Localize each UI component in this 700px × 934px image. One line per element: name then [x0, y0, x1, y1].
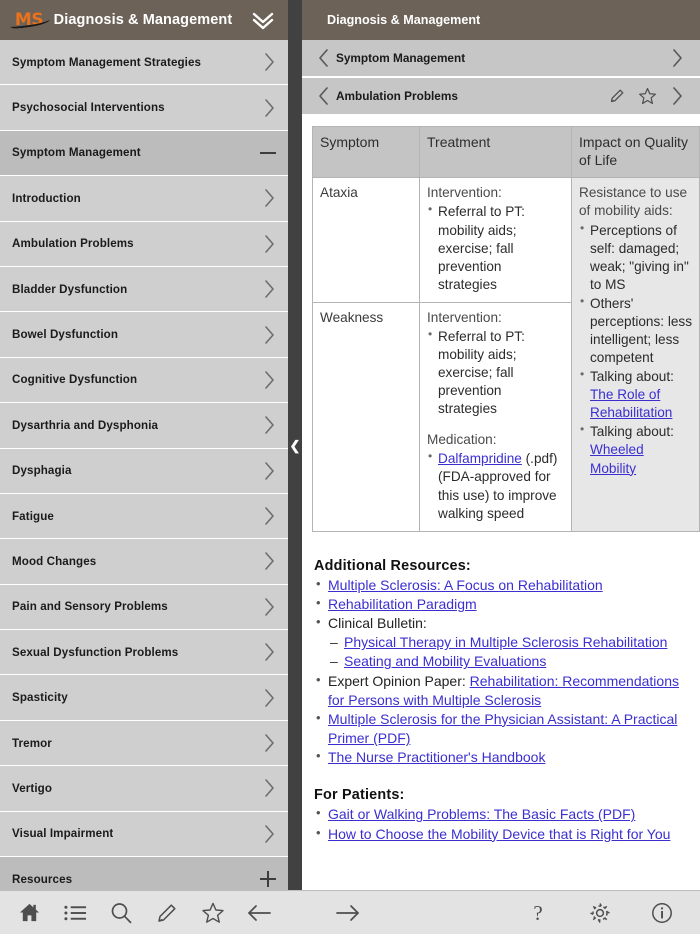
- breadcrumb-ambulation-problems[interactable]: [302, 78, 700, 116]
- sidebar-title: Diagnosis & Management: [53, 12, 233, 28]
- sidebar-item-label: Vertigo: [12, 781, 52, 795]
- cell-treatment: [420, 302, 572, 531]
- list-item: [314, 748, 692, 767]
- resource-link[interactable]: Seating and Mobility Evaluations: [344, 653, 547, 670]
- resource-link[interactable]: Physical Therapy in Multiple Sclerosis Rehabilitation: [344, 634, 668, 651]
- list-item: • Perceptions of self: damaged; weak; "giving in" to MS: [579, 222, 692, 294]
- ms-logo-text: MS: [14, 9, 44, 30]
- sidebar-item-label: Symptom Management Strategies: [12, 55, 202, 69]
- sidebar-item-resources[interactable]: [0, 857, 288, 890]
- resource-link[interactable]: Multiple Sclerosis: A Focus on Rehabilitation: [328, 576, 603, 593]
- list-item: [330, 633, 692, 652]
- list-item: [314, 576, 692, 595]
- chevron-right-icon[interactable]: [263, 597, 276, 617]
- sidebar-item-label: Psychosocial Interventions: [12, 101, 165, 115]
- question-mark-icon[interactable]: [518, 895, 558, 931]
- list-item: [314, 805, 692, 824]
- chevron-left-icon[interactable]: [310, 86, 336, 106]
- breadcrumb-label: Symptom Management: [336, 51, 466, 65]
- cell-treatment: [420, 178, 572, 302]
- sidebar-item-label: Introduction: [12, 191, 81, 205]
- sidebar-item-label: Dysarthria and Dysphonia: [12, 418, 159, 432]
- chevron-right-icon[interactable]: [662, 86, 692, 106]
- sidebar-item-vertigo[interactable]: [0, 766, 288, 811]
- sidebar-item-label: Mood Changes: [12, 554, 97, 568]
- sidebar-item-label: Pain and Sensory Problems: [12, 600, 168, 614]
- sidebar-item-label: Dysphagia: [12, 464, 72, 478]
- breadcrumb-label: Ambulation Problems: [336, 89, 458, 103]
- sidebar-item-dysphagia[interactable]: [0, 449, 288, 494]
- document-body: [302, 116, 700, 890]
- list-item: • Others' perceptions: less intelligent; less competent: [579, 295, 692, 367]
- arrow-right-icon[interactable]: [328, 895, 368, 931]
- resource-link[interactable]: The Nurse Practitioner's Handbook: [328, 749, 546, 766]
- sidebar-item-list: [0, 40, 288, 890]
- chevron-right-icon[interactable]: [263, 279, 276, 299]
- list-item: [330, 652, 692, 671]
- chevron-right-icon[interactable]: [263, 642, 276, 662]
- intervention-list: [427, 203, 564, 293]
- sidebar-item-spasticity[interactable]: [0, 675, 288, 720]
- arrow-left-icon[interactable]: [239, 895, 279, 931]
- chevron-right-icon[interactable]: [263, 370, 276, 390]
- for-patients-list: [314, 805, 692, 843]
- star-icon[interactable]: [193, 895, 233, 931]
- sidebar-item-label: Visual Impairment: [12, 827, 114, 841]
- pencil-icon[interactable]: [147, 895, 187, 931]
- chevron-right-icon[interactable]: [662, 48, 692, 68]
- sidebar-item-sexual-dysfunction-problems[interactable]: [0, 630, 288, 675]
- star-icon[interactable]: [632, 87, 662, 106]
- bottom-toolbar: [0, 890, 700, 934]
- list-item: [314, 710, 692, 748]
- sidebar-item-label: Fatigue: [12, 509, 54, 523]
- table-header-impact: Impact on Quality of Life: [572, 127, 700, 178]
- gear-icon[interactable]: [580, 895, 620, 931]
- sidebar-item-visual-impairment[interactable]: [0, 812, 288, 857]
- resource-link[interactable]: Multiple Sclerosis for the Physician Assistant: A Practical Primer (PDF): [328, 710, 678, 747]
- sidebar-item-dysarthria-and-dysphonia[interactable]: [0, 403, 288, 448]
- for-patients-title: For Patients:: [314, 787, 405, 804]
- minus-icon[interactable]: [260, 152, 276, 154]
- list-icon[interactable]: [55, 895, 95, 931]
- chevron-right-icon[interactable]: [263, 325, 276, 345]
- list-item: • Referral to PT: mobility aids; exercise; fall prevention strategies: [427, 203, 564, 293]
- content-header-title: Diagnosis & Management: [327, 13, 481, 27]
- chevron-right-icon[interactable]: [263, 98, 276, 118]
- content-panel: [302, 0, 700, 890]
- chevron-right-icon[interactable]: [263, 824, 276, 844]
- chevron-right-icon[interactable]: [263, 688, 276, 708]
- info-icon[interactable]: [642, 895, 682, 931]
- intervention-label: Intervention:: [427, 185, 502, 201]
- intervention-list: [427, 328, 564, 418]
- sidebar-item-bowel-dysfunction[interactable]: [0, 312, 288, 357]
- medication-text: (.pdf) (FDA-approved for this use) to improve walking speed: [438, 451, 558, 521]
- resource-link[interactable]: Rehabilitation Paradigm: [328, 595, 477, 612]
- table-header-treatment: Treatment: [420, 127, 572, 178]
- chevron-right-icon[interactable]: [263, 234, 276, 254]
- list-item: [314, 672, 692, 710]
- ms-logo-icon: [8, 9, 50, 31]
- sidebar-item-bladder-dysfunction[interactable]: [0, 267, 288, 312]
- sidebar-item-tremor[interactable]: [0, 721, 288, 766]
- chevron-right-icon[interactable]: [263, 506, 276, 526]
- chevron-right-icon[interactable]: [263, 188, 276, 208]
- additional-resources-title: Additional Resources:: [314, 557, 471, 574]
- toolbar-left-group: [0, 895, 288, 931]
- sidebar-item-label: Cognitive Dysfunction: [12, 373, 138, 387]
- chevron-right-icon[interactable]: [263, 733, 276, 753]
- sidebar-item-cognitive-dysfunction[interactable]: [0, 358, 288, 403]
- impact-item-text: Talking about:: [590, 424, 674, 440]
- additional-resources-list: [314, 576, 692, 768]
- resource-link[interactable]: How to Choose the Mobility Device that is Right for You: [328, 825, 671, 842]
- sidebar-item-introduction[interactable]: [0, 176, 288, 221]
- chevron-right-icon[interactable]: [263, 461, 276, 481]
- sidebar-item-label: Sexual Dysfunction Problems: [12, 645, 179, 659]
- list-item: [427, 450, 564, 522]
- resource-text: Clinical Bulletin:: [328, 615, 427, 632]
- chevron-right-icon[interactable]: [263, 415, 276, 435]
- resource-link[interactable]: Gait or Walking Problems: The Basic Facts (PDF): [328, 806, 636, 823]
- chevron-right-icon[interactable]: [263, 52, 276, 72]
- spacer: [314, 767, 692, 787]
- chevron-right-icon[interactable]: [263, 778, 276, 798]
- table-header-symptom: Symptom: [313, 127, 420, 178]
- sidebar-header: [0, 0, 288, 40]
- medication-label: Medication:: [427, 432, 497, 448]
- list-item: [314, 595, 692, 614]
- sidebar-item-label: Resources: [12, 872, 73, 886]
- link-wheeled-mobility[interactable]: Wheeled Mobility: [590, 442, 644, 476]
- sidebar-item-psychosocial-interventions[interactable]: [0, 85, 288, 130]
- cell-symptom: Ataxia: [313, 178, 420, 302]
- impact-lead: Resistance to use of mobility aids:: [579, 185, 688, 219]
- link-role-of-rehabilitation[interactable]: The Role of Rehabilitation: [590, 387, 673, 421]
- sidebar-item-label: Symptom Management: [12, 146, 141, 160]
- list-item: • Referral to PT: mobility aids; exercise; fall prevention strategies: [427, 328, 564, 418]
- chevron-right-icon[interactable]: [263, 551, 276, 571]
- home-icon[interactable]: [9, 895, 49, 931]
- panel-splitter[interactable]: [288, 0, 302, 890]
- sidebar-item-label: Spasticity: [12, 691, 68, 705]
- impact-list: [579, 222, 692, 478]
- list-item: [314, 614, 692, 633]
- cell-impact: [572, 178, 700, 531]
- resource-link[interactable]: Rehabilitation: Recommendations for Persons with Multiple Sclerosis: [328, 672, 679, 708]
- medication-list: [427, 450, 564, 522]
- plus-icon[interactable]: [260, 871, 276, 887]
- sidebar-item-pain-and-sensory-problems[interactable]: [0, 585, 288, 630]
- sidebar-item-label: Bowel Dysfunction: [12, 328, 119, 342]
- sidebar-item-symptom-management[interactable]: [0, 131, 288, 176]
- double-chevron-down-icon[interactable]: [246, 3, 280, 37]
- sidebar-item-fatigue[interactable]: [0, 494, 288, 539]
- pencil-icon[interactable]: [602, 87, 632, 105]
- resource-sublist: [330, 633, 692, 671]
- sidebar-item-label: Tremor: [12, 736, 52, 750]
- symptom-treatment-table: [312, 126, 700, 532]
- breadcrumb-symptom-management[interactable]: [302, 40, 700, 78]
- list-item: [579, 423, 692, 477]
- search-icon[interactable]: [101, 895, 141, 931]
- sidebar-item-label: Ambulation Problems: [12, 237, 134, 251]
- sidebar-item-ambulation-problems[interactable]: [0, 222, 288, 267]
- cell-symptom: Weakness: [313, 302, 420, 531]
- svg-text:?: ?: [533, 900, 543, 925]
- sidebar-item-mood-changes[interactable]: [0, 539, 288, 584]
- additional-resources-section: [312, 558, 692, 844]
- chevron-left-icon[interactable]: [310, 48, 336, 68]
- sidebar-item-label: Bladder Dysfunction: [12, 282, 128, 296]
- intervention-label: Intervention:: [427, 309, 502, 325]
- toolbar-right-group: [302, 895, 700, 931]
- chevron-left-icon[interactable]: ❮: [289, 437, 301, 453]
- resource-prefix: Expert Opinion Paper:: [328, 672, 470, 689]
- content-header: [302, 0, 700, 40]
- table-row: [313, 178, 700, 302]
- list-item: [579, 368, 692, 422]
- impact-item-text: Talking about:: [590, 369, 674, 385]
- table-header-row: [313, 127, 700, 178]
- spacer: [427, 418, 564, 431]
- link-dalfampridine[interactable]: Dalfampridine: [438, 451, 522, 467]
- left-sidebar: [0, 0, 288, 890]
- sidebar-item-symptom-management-strategies[interactable]: [0, 40, 288, 85]
- list-item: [314, 825, 692, 844]
